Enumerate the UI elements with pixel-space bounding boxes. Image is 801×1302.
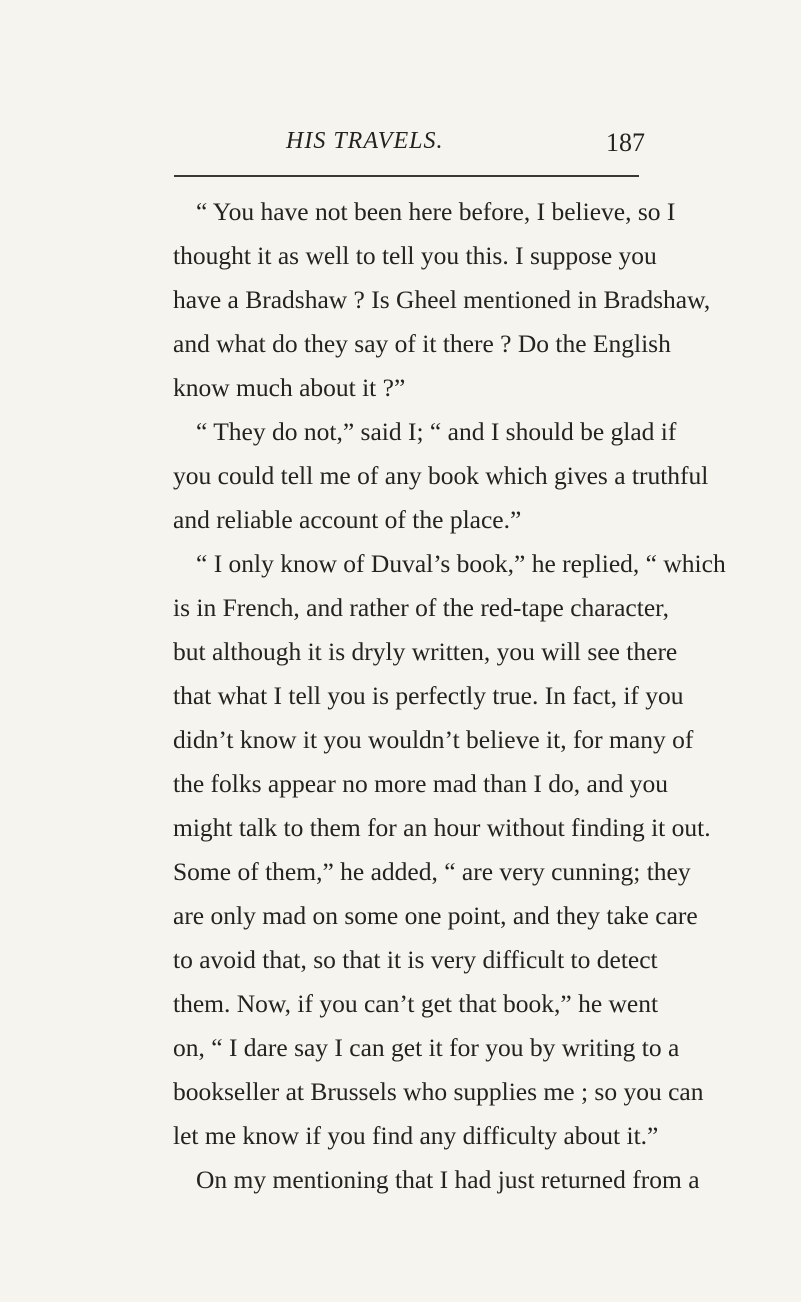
text-line: “ You have not been here before, I believe, so I bbox=[196, 197, 676, 226]
text-line: are only mad on some one point, and they take care bbox=[173, 901, 698, 930]
text-line: is in French, and rather of the red-tape character, bbox=[173, 593, 669, 622]
text-line: didn’t know it you wouldn’t believe it, for many of bbox=[173, 725, 694, 754]
text-line: thought it as well to tell you this. I suppose you bbox=[173, 241, 657, 270]
text-line: on, “ I dare say I can get it for you by writing to a bbox=[173, 1033, 680, 1062]
text-line: might talk to them for an hour without finding it out. bbox=[173, 813, 711, 842]
text-line: and reliable account of the place.” bbox=[173, 505, 522, 534]
text-line: Some of them,” he added, “ are very cunning; they bbox=[173, 857, 691, 886]
text-line: the folks appear no more mad than I do, and you bbox=[173, 769, 668, 798]
text-line: know much about it ?” bbox=[173, 373, 406, 402]
text-line: “ I only know of Duval’s book,” he replied, “ which bbox=[196, 549, 726, 578]
text-line: bookseller at Brussels who supplies me ; so you can bbox=[173, 1077, 704, 1106]
text-line: but although it is dryly written, you will see there bbox=[173, 637, 678, 666]
text-line: and what do they say of it there ? Do the English bbox=[173, 329, 671, 358]
text-line: On my mentioning that I had just returned from a bbox=[196, 1165, 700, 1194]
text-line: let me know if you find any difficulty about it.” bbox=[173, 1121, 659, 1150]
page-header bbox=[0, 126, 801, 170]
text-line: “ They do not,” said I; “ and I should be glad if bbox=[196, 417, 677, 446]
text-line: that what I tell you is perfectly true. In fact, if you bbox=[173, 681, 684, 710]
page-number: 187 bbox=[606, 128, 645, 157]
text-line: them. Now, if you can’t get that book,” he went bbox=[173, 989, 659, 1018]
text-line: you could tell me of any book which gives a truthful bbox=[173, 461, 709, 490]
header-rule bbox=[174, 175, 639, 177]
running-head: HIS TRAVELS. bbox=[286, 128, 444, 154]
text-line: have a Bradshaw ? Is Gheel mentioned in Bradshaw, bbox=[173, 285, 711, 314]
text-line: to avoid that, so that it is very difficult to detect bbox=[173, 945, 658, 974]
